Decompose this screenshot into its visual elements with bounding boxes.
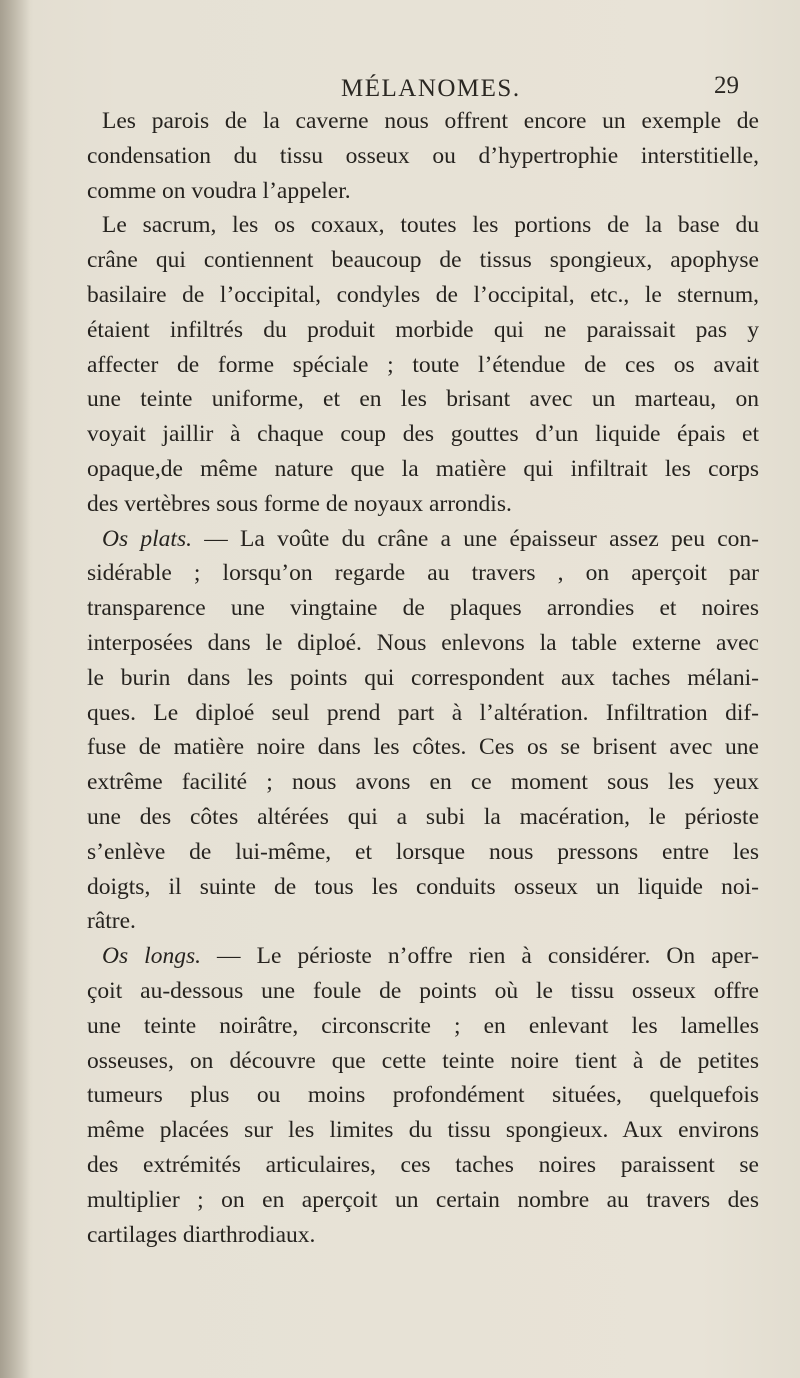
text-line: multiplier ; on en aperçoit un certain nombre au travers des [87, 1186, 759, 1213]
text-line: transparence une vingtaine de plaques arrondies et noires [87, 595, 759, 622]
text-line: une des côtes altérées qui a subi la macération, le périoste [87, 803, 759, 830]
text-line: doigts, il suinte de tous les conduits osseux un liquide noi- [87, 873, 759, 900]
binding-shadow [0, 0, 30, 1378]
text-line: des extrémités articulaires, ces taches noires paraissent se [87, 1151, 759, 1178]
text-line: s’enlève de lui-même, et lorsque nous pressons entre les [87, 838, 759, 865]
running-head [0, 72, 800, 108]
text-line: Le sacrum, les os coxaux, toutes les portions de la base du [102, 212, 759, 239]
text-line [87, 522, 759, 557]
text-line: opaque,de même nature que la matière qui infiltrait les corps [87, 455, 759, 482]
text-line: une teinte noirâtre, circonscrite ; en enlevant les lamelles [87, 1012, 759, 1039]
text-line: ques. Le diploé seul prend part à l’altération. Infiltration dif- [87, 699, 759, 726]
text-line: osseuses, on découvre que cette teinte noire tient à de petites [87, 1047, 759, 1074]
text-line: cartilages diarthrodiaux. [87, 1221, 316, 1248]
text-line: condensation du tissu osseux ou d’hypertrophie interstitielle, [87, 142, 759, 169]
text-line: voyait jaillir à chaque coup des gouttes d’un liquide épais et [87, 421, 759, 448]
text-line: étaient infiltrés du produit morbide qui ne paraissait pas y [87, 316, 759, 343]
text-line: râtre. [87, 908, 136, 935]
text-line: crâne qui contiennent beaucoup de tissus spongieux, apophyse [87, 247, 759, 274]
body-text [87, 104, 759, 1252]
text-line: affecter de forme spéciale ; toute l’étendue de ces os avait [87, 351, 759, 378]
text-line: interposées dans le diploé. Nous enlevons la table externe avec [87, 629, 759, 656]
text-line: çoit au-dessous une foule de points où le tissu osseux offre [87, 977, 759, 1004]
running-title: MÉLANOMES. [341, 75, 521, 102]
text-line: une teinte uniforme, et en les brisant avec un marteau, on [87, 386, 759, 413]
page-number: 29 [714, 72, 739, 99]
section-label-os-plats: Os plats. [102, 525, 192, 552]
text-line: Les parois de la caverne nous offrent encore un exemple de [102, 108, 759, 134]
text-line: tumeurs plus ou moins profondément situées, quelquefois [87, 1082, 759, 1109]
text-line-rest: — Le périoste n’offre rien à considérer. On aper- [200, 943, 759, 970]
text-line: le burin dans les points qui correspondent aux taches mélani- [87, 664, 759, 691]
text-line: même placées sur les limites du tissu spongieux. Aux environs [87, 1117, 759, 1144]
text-line [87, 939, 759, 974]
text-line: basilaire de l’occipital, condyles de l’occipital, etc., le sternum, [87, 281, 759, 308]
text-line: fuse de matière noire dans les côtes. Ces os se brisent avec une [87, 734, 759, 761]
text-line: sidérable ; lorsqu’on regarde au travers , on aperçoit par [87, 560, 759, 587]
text-line: des vertèbres sous forme de noyaux arrondis. [87, 490, 512, 517]
text-line-rest: — La voûte du crâne a une épaisseur assez peu con- [191, 525, 759, 552]
section-label-os-longs: Os longs. [102, 943, 201, 970]
text-line: comme on voudra l’appeler. [87, 177, 351, 204]
text-line: extrême facilité ; nous avons en ce moment sous les yeux [87, 769, 759, 796]
